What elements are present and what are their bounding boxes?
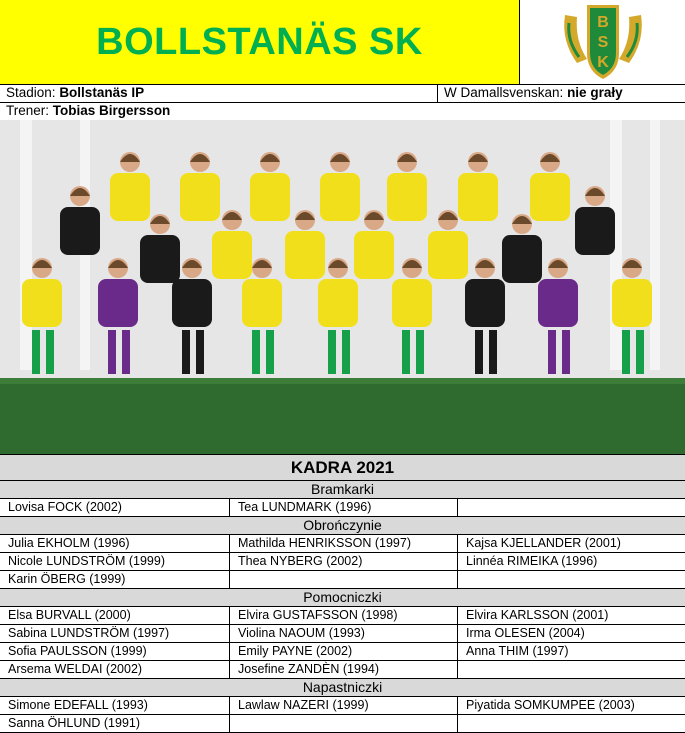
player-cell: Mathilda HENRIKSSON (1997): [229, 535, 457, 552]
league-value: nie grały: [567, 85, 623, 100]
player-cell: Elvira GUSTAFSSON (1998): [229, 607, 457, 624]
club-crest-icon: [557, 1, 649, 83]
player-cell: Simone EDEFALL (1993): [8, 698, 148, 712]
player-cell: [457, 571, 685, 588]
player-cell: Linnéa RIMEIKA (1996): [457, 553, 685, 570]
player-cell: Anna THIM (1997): [457, 643, 685, 660]
player-row: [0, 553, 685, 571]
header: [0, 0, 685, 84]
roster-title: KADRA 2021: [0, 455, 685, 481]
player-cell: Julia EKHOLM (1996): [8, 536, 130, 550]
section-heading: Pomocniczki: [0, 589, 685, 607]
player-cell: Lovisa FOCK (2002): [8, 500, 122, 514]
player-cell: Arsema WELDAI (2002): [8, 662, 143, 676]
player-cell: Josefine ZANDÈN (1994): [229, 661, 457, 678]
player-cell: [457, 661, 685, 678]
coach-cell: [0, 102, 685, 120]
player-cell: Elvira KARLSSON (2001): [457, 607, 685, 624]
league-label: W Damallsvenskan:: [444, 85, 564, 100]
title-banner: [0, 0, 520, 85]
stadium-cell: [0, 84, 436, 102]
coach-value: Tobias Birgersson: [52, 103, 171, 118]
player-row: [0, 625, 685, 643]
player-cell: Sanna ÖHLUND (1991): [8, 716, 141, 730]
stadium-label: Stadion:: [6, 85, 56, 100]
player-cell: [457, 715, 685, 732]
player-cell: Sabina LUNDSTRÖM (1997): [8, 626, 170, 640]
player-row: [0, 643, 685, 661]
player-cell: Violina NAOUM (1993): [229, 625, 457, 642]
player-cell: Lawlaw NAZERI (1999): [229, 697, 457, 714]
section-heading: Napastniczki: [0, 679, 685, 697]
player-cell: Tea LUNDMARK (1996): [229, 499, 457, 516]
logo-letter-s: S: [597, 34, 608, 51]
player-cell: Nicole LUNDSTRÖM (1999): [8, 554, 165, 568]
player-cell: Sofia PAULSSON (1999): [8, 644, 147, 658]
logo-letter-b: B: [596, 14, 609, 31]
player-cell: Karin ÖBERG (1999): [8, 572, 126, 586]
player-cell: [229, 571, 457, 588]
player-row: [0, 535, 685, 553]
player-cell: Irma OLESEN (2004): [457, 625, 685, 642]
info-row-coach: [0, 102, 685, 121]
player-cell: [229, 715, 457, 732]
player-row: [0, 571, 685, 589]
player-row: [0, 697, 685, 715]
logo-letter-k: K: [596, 54, 609, 71]
coach-label: Trener:: [6, 103, 50, 118]
player-row: [0, 607, 685, 625]
section-heading: Bramkarki: [0, 481, 685, 499]
player-cell: [457, 499, 685, 516]
player-cell: Thea NYBERG (2002): [229, 553, 457, 570]
league-cell: [437, 84, 685, 102]
club-logo: [520, 0, 685, 85]
player-row: [0, 661, 685, 679]
player-row: [0, 499, 685, 517]
stadium-value: Bollstanäs IP: [59, 85, 145, 100]
player-cell: Piyatida SOMKUMPEE (2003): [457, 697, 685, 714]
player-row: [0, 715, 685, 733]
section-heading: Obrończynie: [0, 517, 685, 535]
info-row-stadium: [0, 84, 685, 103]
player-cell: Kajsa KJELLANDER (2001): [457, 535, 685, 552]
team-photo: [0, 120, 685, 455]
team-photo-image: [0, 120, 685, 454]
player-cell: Elsa BURVALL (2000): [8, 608, 131, 622]
roster-table: [0, 481, 685, 733]
player-cell: Emily PAYNE (2002): [229, 643, 457, 660]
club-title: BOLLSTANÄS SK: [96, 20, 423, 63]
